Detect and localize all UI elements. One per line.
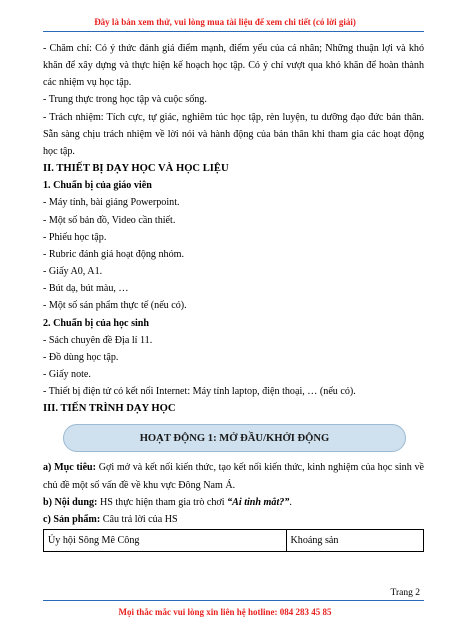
student-item: - Đồ dùng học tập. xyxy=(43,351,119,363)
paragraph-responsibility: - Trách nhiệm: Tích cực, tự giác, nghiêm túc học tập, rèn luyện, tu dưỡng đạo đức bản thân. Sẵn sàng chịu trách nhiệm về lời nói và hành động của bản thân khi tham gia các hoạt động học tập. xyxy=(43,111,424,157)
teacher-prep-heading: 1. Chuẩn bị của giáo viên xyxy=(43,180,152,192)
table-cell: Ủy hội Sông Mê Công xyxy=(44,530,287,552)
game-name: “Ai tinh mắt?” xyxy=(227,496,290,508)
student-item: - Sách chuyên đề Địa lí 11. xyxy=(43,334,153,346)
product-label: c) Sản phẩm: xyxy=(43,513,101,525)
section-title-equipment: II. THIẾT BỊ DẠY HỌC VÀ HỌC LIỆU xyxy=(43,163,229,175)
product-paragraph xyxy=(43,511,424,528)
section-title-process: III. TIẾN TRÌNH DẠY HỌC xyxy=(43,403,176,415)
preview-banner: Đây là bản xem thử, vui lòng mua tài liệu để xem chi tiết (có lời giải) xyxy=(94,17,356,27)
teacher-item: - Một số sản phẩm thực tế (nếu có). xyxy=(43,300,187,312)
footer-divider xyxy=(43,600,424,601)
teacher-item: - Một số bản đồ, Video cần thiết. xyxy=(43,214,176,226)
teacher-item: - Rubric đánh giá hoạt động nhóm. xyxy=(43,248,185,260)
teacher-item: - Bút dạ, bút màu, … xyxy=(43,283,129,295)
content-text: HS thực hiện tham gia trò chơi xyxy=(97,496,228,508)
activity-title-box xyxy=(63,424,406,452)
teacher-item: - Phiếu học tập. xyxy=(43,231,107,243)
student-item: - Giấy note. xyxy=(43,368,91,380)
hotline-footer: Mọi thắc mắc vui lòng xin liên hệ hotline: 084 283 45 85 xyxy=(118,607,332,617)
activity-title: HOẠT ĐỘNG 1: MỞ ĐẦU/KHỞI ĐỘNG xyxy=(139,432,330,444)
teacher-item: - Giấy A0, A1. xyxy=(43,266,103,278)
content-label: b) Nội dung: xyxy=(43,496,98,508)
objective-text: Gợi mở và kết nối kiến thức, tạo kết nối kiến thức, kinh nghiệm của học sinh về chủ đề một số vấn đề về khu vực Đông Nam Á. xyxy=(43,462,424,491)
paragraph-honesty: - Trung thực trong học tập và cuộc sống. xyxy=(43,94,207,106)
table-cell: Khoáng sản xyxy=(286,530,424,552)
objective-label: a) Mục tiêu: xyxy=(43,462,97,474)
page-number: Trang 2 xyxy=(390,588,420,598)
content-paragraph xyxy=(43,494,424,511)
table-row xyxy=(44,530,424,552)
paragraph-diligence: - Chăm chỉ: Có ý thức đánh giá điểm mạnh, điểm yếu của cá nhân; Những thuận lợi và khó khăn để xây dựng và thực hiện kế hoạch học tập. Có ý chí vượt qua khó khăn để hoàn thành các nhiệm vụ học tập. xyxy=(43,43,424,89)
objective-paragraph xyxy=(43,459,424,493)
answer-table xyxy=(43,529,424,552)
teacher-item: - Máy tính, bài giảng Powerpoint. xyxy=(43,197,180,209)
student-item: - Thiết bị điện tử có kết nối Internet: Máy tính laptop, điện thoại, … (nếu có). xyxy=(43,386,356,398)
content-end: . xyxy=(289,496,292,508)
student-prep-heading: 2. Chuẩn bị của học sinh xyxy=(43,317,150,329)
document-body xyxy=(43,40,424,552)
product-text: Câu trả lời của HS xyxy=(100,513,178,525)
header-divider xyxy=(43,31,424,32)
